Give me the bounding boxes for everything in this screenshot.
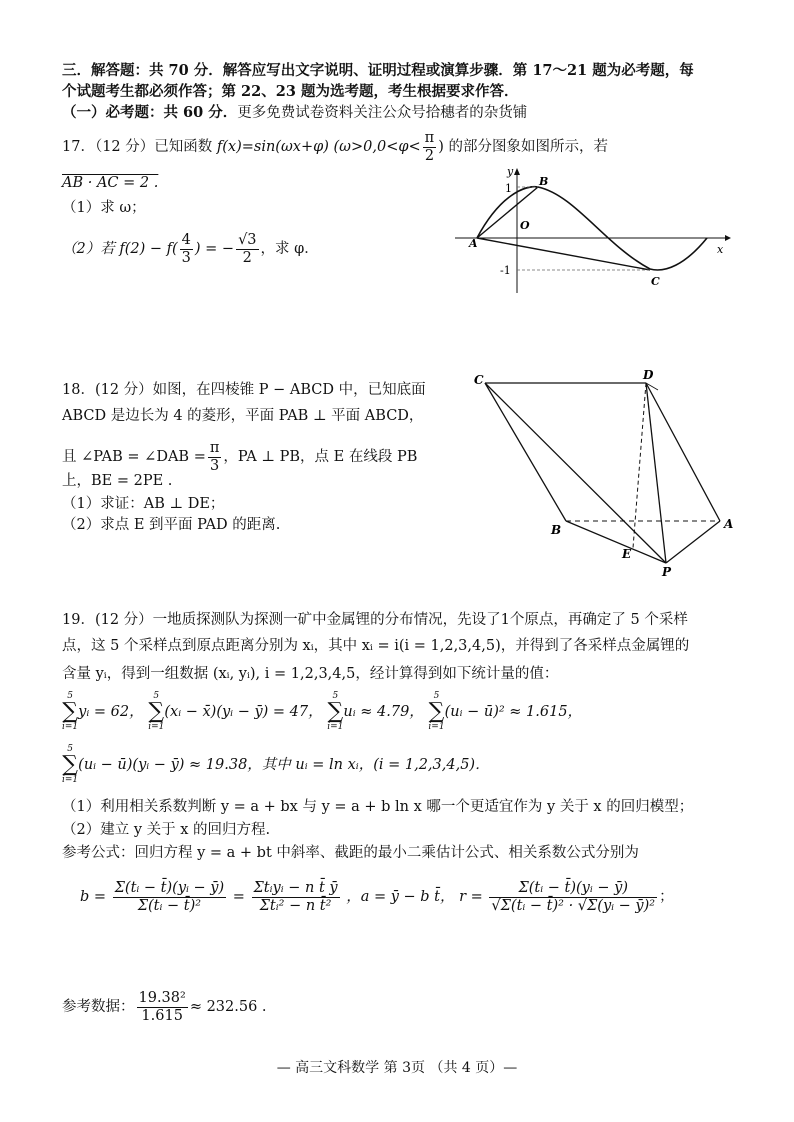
q18-line3: 且 ∠PAB = ∠DAB = $\frac{\pi}{3}$ ，PA ⊥ PB，点 E 在线段 PB [62, 440, 418, 474]
edge-CP [485, 383, 666, 563]
label-A: A [469, 237, 478, 250]
segment-DE [633, 383, 646, 548]
q19-stats-row1: 5 ∑ i=1 yᵢ = 62， 5 ∑ i=1 (xᵢ − x̄)(yᵢ − ȳ) = 47， 5 ∑ i=1 uᵢ ≈ 4.79， 5 ∑ i=1 (uᵢ − ū)² ≈ 1.615， [62, 691, 583, 732]
q19-reference-data: 参考数据： $\frac{\text{19.38²}}{1.615}$ ≈ 232.56 . [62, 990, 267, 1024]
q19-line1: 19．(12 分）一地质探测队为探测一矿中金属锂的分布情况，先设了1个原点，再确定了 5 个采样 [62, 612, 688, 628]
q18-line4: 上，BE = 2PE . [62, 473, 173, 489]
q17-stem: 17．（12 分）已知函数 f(x)=sin(ωx+φ) (ω>0,0<φ< $\frac{\pi}{2}$ ) 的部分图象如图所示，若 [62, 130, 608, 164]
label-D: D [643, 368, 654, 382]
q17-dot-product: AB · AC = 2 . [62, 175, 159, 191]
q19-part2: （2）建立 y 关于 x 的回归方程. [62, 822, 271, 838]
q18-part1: （1）求证：AB ⊥ DE； [62, 496, 225, 512]
q19-line3: 含量 yᵢ，得到一组数据 (xᵢ, yᵢ), i = 1,2,3,4,5，经计算得到如下统计量的值： [62, 666, 559, 682]
label-C: C [651, 275, 660, 288]
label-x: x [717, 243, 724, 256]
b-fraction-1: $\frac{\text{Σ(tᵢ − t̄)(yᵢ − ȳ)}}{\text{Σ(tᵢ − t̄)²}}$ [114, 880, 225, 914]
q17-part1: （1）求 ω； [62, 200, 146, 216]
q19-formulas: b = $\frac{\text{Σ(tᵢ − t̄)(yᵢ − ȳ)}}{\text{Σ(tᵢ − t̄)²}}$ = $\frac{\text{Σtᵢyᵢ − n t̄ ȳ}}{\text{Σtᵢ² − n t̄²}}$ ，a = ȳ − b t̄， r = $\frac{\text{Σ(tᵢ − t̄)(yᵢ − ȳ)}}{\text{√Σ(tᵢ − t̄)² · √Σ(yᵢ − ȳ)²}}$ ； [80, 880, 674, 914]
r-fraction: $\frac{\text{Σ(tᵢ − t̄)(yᵢ − ȳ)}}{\text{√Σ(tᵢ − t̄)² · √Σ(yᵢ − ȳ)²}}$ [491, 880, 656, 914]
b-fraction-2: $\frac{\text{Σtᵢyᵢ − n t̄ ȳ}}{\text{Σtᵢ² − n t̄²}}$ [253, 880, 338, 914]
x-axis-arrow [725, 235, 731, 241]
q18-part2: （2）求点 E 到平面 PAD 的距离. [62, 517, 281, 533]
sine-curve [477, 187, 707, 270]
q18-line2: ABCD 是边长为 4 的菱形，平面 PAB ⊥ 平面 ABCD， [62, 408, 424, 424]
q19-stats-row2: 5 ∑ i=1 (uᵢ − ū)(yᵢ − ȳ) ≈ 19.38，其中 uᵢ = ln xᵢ，(i = 1,2,3,4,5)． [62, 744, 490, 785]
q18-pyramid-figure [468, 368, 748, 578]
edge-BP [566, 521, 666, 563]
q17-part2: （2）若 f(2) − f( $\frac{4}{3}$ ) = − $\frac{√3}{2}$ ，求 φ． [62, 232, 319, 266]
label-O: O [520, 219, 530, 232]
required-title: （一）必考题：共 60 分． [62, 104, 238, 121]
q18-line1: 18．(12 分）如图，在四棱锥 P − ABCD 中，已知底面 [62, 382, 426, 398]
q19-part1: （1）利用相关系数判断 y = a + bx 与 y = a + b ln x 哪一个更适宜作为 y 关于 x 的回归模型； [62, 799, 694, 815]
label-C: C [474, 373, 484, 387]
label-y: y [507, 165, 514, 178]
edge-AP [666, 521, 720, 563]
label-minus1: -1 [500, 264, 511, 277]
label-B: B [539, 175, 549, 188]
q19-reference-formula: 参考公式：回归方程 y = a + bt 中斜率、截距的最小二乘估计公式、相关系数公式分别为 [62, 845, 639, 861]
y-axis-arrow [514, 168, 520, 175]
label-1: 1 [505, 182, 512, 195]
label-E: E [622, 547, 632, 561]
edge-DP [646, 383, 666, 563]
label-P: P [662, 565, 672, 578]
section-subheader [62, 102, 527, 124]
label-A: A [724, 517, 734, 531]
promo-note: 更多免费试卷资料关注公众号拾穗者的杂货铺 [237, 105, 528, 121]
label-B: B [551, 523, 562, 537]
section-header-line1: 三．解答题：共 70 分．解答应写出文字说明、证明过程或演算步骤．第 17～21 题为必考题，每 [62, 62, 694, 79]
section-header-line2: 个试题考生都必须作答；第 22、23 题为选考题，考生根据要求作答． [62, 83, 519, 100]
pi-over-2: $\frac{\pi}{2}$ [424, 130, 435, 164]
edge-DA [646, 383, 720, 521]
q17-sine-graph [455, 165, 735, 295]
q19-line2: 点，这 5 个采样点到原点距离分别为 xᵢ，其中 xᵢ = i(i = 1,2,3,4,5)，并得到了各采样点金属锂的 [62, 638, 690, 654]
page-footer: — 高三文科数学 第 3页 （共 4 页）— [276, 1060, 518, 1076]
